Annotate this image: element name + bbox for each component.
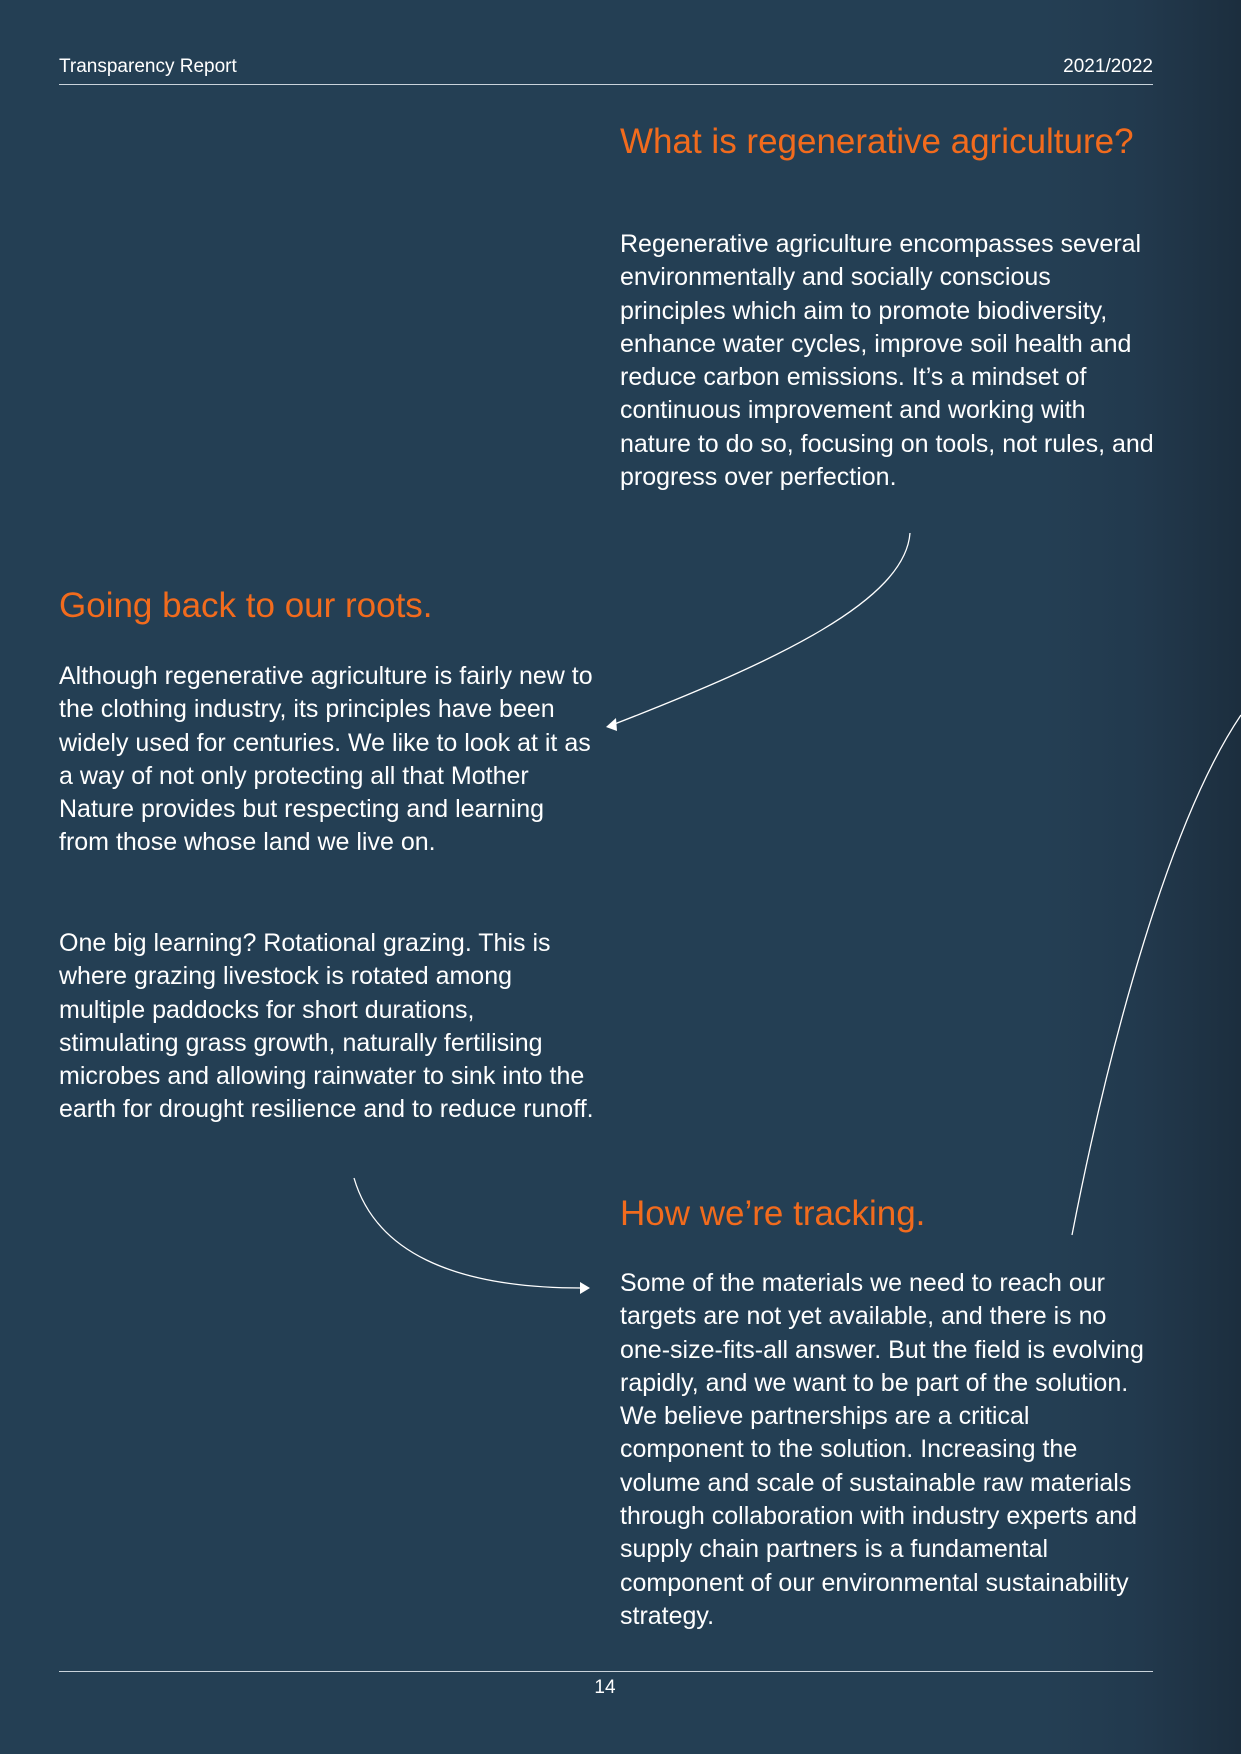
regenerative-body: Regenerative agriculture encompasses several environmentally and socially conscious principles which aim to promote biodiversity, enhance water cycles, improve soil health and reduce carbon emissions. It’s a mindset of continuous improvement and working with nature to do so, focusing on tools, not rules, and progress over perfection. [620,230,1154,492]
roots-body-1: Although regenerative agriculture is fairly new to the clothing industry, its principles have been widely used for centuries. We like to look at it as a way of not only protecting all that Mother Nature provides but respecting and learning from those whose land we live on. [59,662,593,857]
curved-arrow-to-roots [612,533,910,725]
tracking-body: Some of the materials we need to reach our targets are not yet available, and there is no one-size-fits-all answer. But the field is evolving rapidly, and we want to be part of the solution. We believe partnerships are a critical component to the solution. Increasing the volume and scale of sustainable raw materials through collaboration with industry experts and supply chain partners is a fundamental component of our environmental sustainability strategy. [620,1269,1144,1630]
arrowhead-left [606,718,617,731]
roots-heading: Going back to our roots. [59,586,433,625]
report-year: 2021/2022 [1063,56,1153,77]
arrowhead-right [580,1282,590,1294]
regenerative-heading: What is regenerative agriculture? [620,122,1134,161]
roots-body-2: One big learning? Rotational grazing. This is where grazing livestock is rotated among multiple paddocks for short durations, stimulating grass growth, naturally fertilising microbes and allowing rainwater to sink into the earth for drought resilience and to reduce runoff. [59,929,594,1124]
curved-line-right [1072,715,1241,1235]
header-divider [59,84,1153,85]
footer-divider [59,1671,1153,1672]
report-title: Transparency Report [59,56,237,77]
page-number: 14 [594,1677,616,1698]
tracking-heading: How we’re tracking. [620,1194,926,1233]
curved-arrow-to-tracking [354,1178,582,1288]
